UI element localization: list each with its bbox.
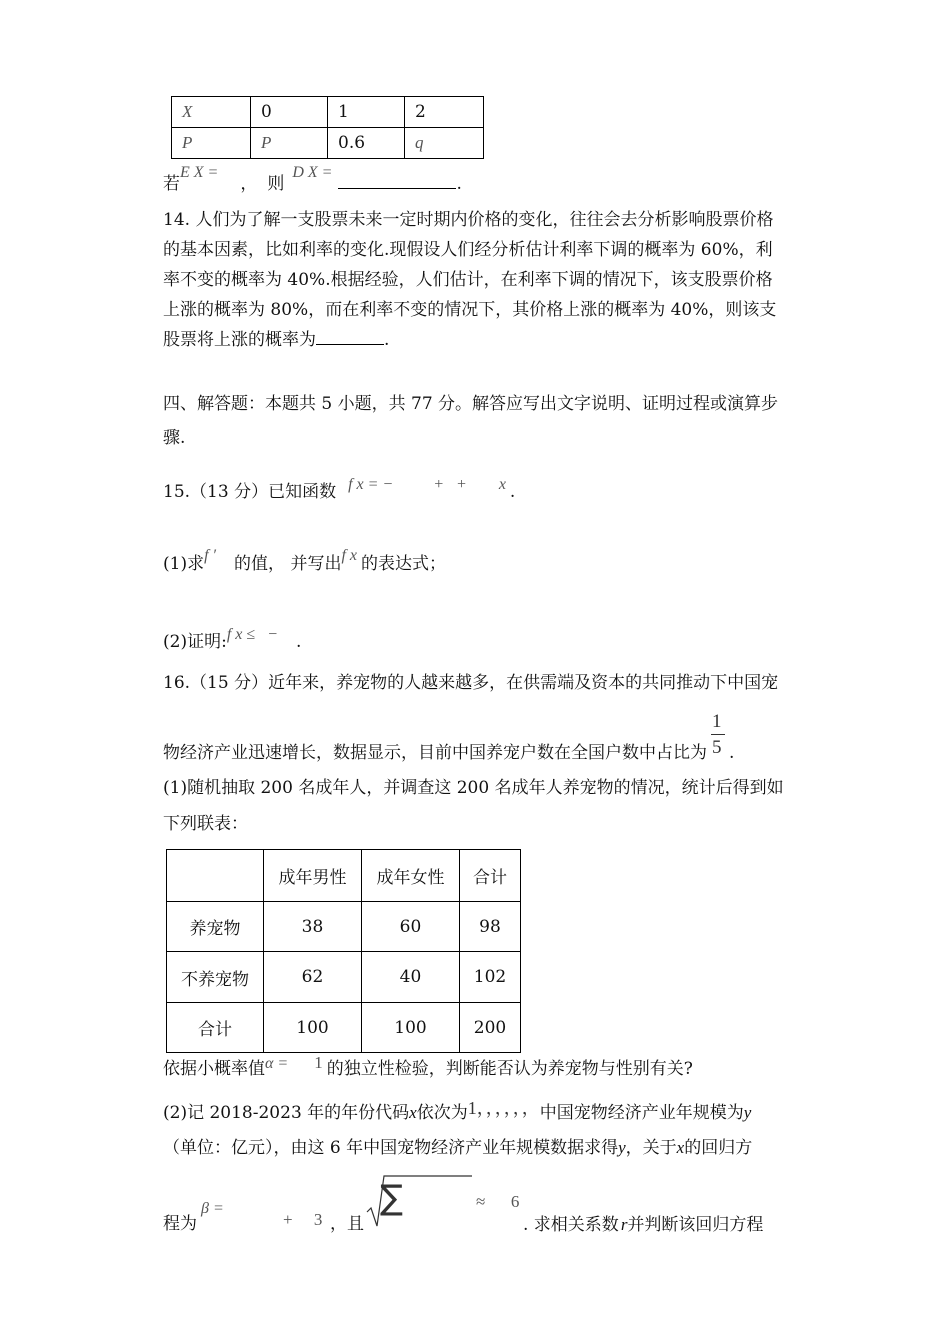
- text: ，关于: [625, 1138, 677, 1158]
- table-cell: 40: [362, 952, 460, 1003]
- fraction-numerator: 1: [712, 711, 722, 732]
- fraction: [711, 711, 727, 758]
- summation-symbol: ∑: [380, 1178, 403, 1218]
- text: 并判断该回归方程: [627, 1215, 764, 1235]
- var-r: r: [620, 1215, 628, 1234]
- q16-alpha-symbol: α =: [265, 1055, 289, 1072]
- q16-part1-line: 下列联表：: [163, 814, 248, 834]
- q16-alpha-line: [163, 1053, 693, 1079]
- q16-line2-end: .: [729, 743, 735, 763]
- table-cell: P: [251, 128, 328, 159]
- var-y: y: [743, 1103, 752, 1122]
- text: (2)记 2018-2023 年的年份代码: [163, 1103, 410, 1123]
- q15-end: .: [509, 482, 516, 502]
- q14-line: 的基本因素，比如利率的变化.现假设人们经分析估计利率下调的概率为 60%，利: [163, 240, 773, 260]
- q16-alpha-value: 1: [314, 1053, 323, 1072]
- q16-alpha-text-end: 的独立性检验，判断能否认为养宠物与性别有关?: [326, 1059, 693, 1079]
- q13-ruo: 若: [163, 174, 180, 194]
- q16-part2-line3: [163, 1216, 197, 1233]
- q16-part2-line3-end: [523, 1216, 763, 1234]
- text: （单位：亿元），由这 6 年中国宠物经济产业年规模数据求得: [163, 1138, 619, 1158]
- q16-part2-line1: [163, 1098, 752, 1123]
- section-heading-cont: 骤.: [163, 428, 186, 448]
- table-cell: 100: [362, 1003, 460, 1053]
- text: . 求相关系数: [523, 1215, 619, 1235]
- q13-condition: [163, 164, 462, 194]
- table-cell: 合计: [167, 1003, 264, 1053]
- q16-line2-text: 物经济产业迅速增长，数据显示，目前中国养宠户数在全国户数中占比为: [163, 743, 707, 763]
- table-header-cell: 成年男性: [264, 850, 362, 902]
- q15-inequality: f x ≤ −: [226, 626, 278, 643]
- q14-line: 14. 人们为了解一支股票未来一定时期内价格的变化，往往会去分析影响股票价格: [163, 210, 774, 230]
- q16-part1-line: (1)随机抽取 200 名成年人，并调查这 200 名成年人养宠物的情况，统计后得到如: [163, 778, 784, 798]
- table-header-cell: 合计: [460, 850, 521, 902]
- q13-variance: D X =: [292, 164, 333, 181]
- q15-part1-label: (1)求: [163, 554, 205, 574]
- table-cell: 0.6: [328, 128, 405, 159]
- text: 依次为: [416, 1103, 468, 1123]
- table-row: [167, 952, 521, 1003]
- q14-line: 率不变的概率为 40%.根据经验，人们估计，在利率下调的情况下，该支股票价格: [163, 270, 773, 290]
- table-row: [172, 128, 484, 159]
- q15-part1: [163, 547, 446, 574]
- table-cell: 100: [264, 1003, 362, 1053]
- text: 程为: [163, 1214, 197, 1234]
- q14-last-line: [163, 332, 389, 349]
- q14-answer-blank: [316, 344, 384, 345]
- q16-part2-line2: [163, 1139, 752, 1157]
- distribution-table: [171, 96, 484, 159]
- q15-part2-end: .: [295, 632, 302, 652]
- table-cell: 0: [251, 97, 328, 128]
- fraction-bar: [711, 734, 725, 735]
- table-cell: 38: [264, 902, 362, 952]
- q13-ze: 则: [267, 174, 285, 194]
- table-cell: 98: [460, 902, 521, 952]
- table-row: [167, 902, 521, 952]
- table-cell: q: [405, 128, 484, 159]
- var-x: x: [409, 1103, 417, 1122]
- q15-intro-text: 15.（13 分）已知函数: [163, 482, 337, 502]
- q15-derivative: f ′: [204, 547, 217, 564]
- q15-part1-text-end: 的表达式；: [361, 554, 446, 574]
- table-row: [172, 97, 484, 128]
- q16-alpha-text: 依据小概率值: [163, 1059, 265, 1079]
- contingency-table: [166, 849, 521, 1053]
- q16-approx-value: ≈ 6: [476, 1192, 520, 1211]
- q14-last-text: 股票将上涨的概率为: [163, 330, 316, 350]
- q15-part2: [163, 626, 302, 652]
- q13-expectation: E X =: [180, 164, 219, 181]
- table-cell: 62: [264, 952, 362, 1003]
- table-cell: 1: [328, 97, 405, 128]
- q13-answer-blank: [338, 188, 456, 189]
- table-row: [167, 1003, 521, 1053]
- q15-function-formula: f x = − + + x: [348, 476, 506, 493]
- table-cell: 养宠物: [167, 902, 264, 952]
- text: 的回归方: [684, 1138, 753, 1158]
- table-cell: 200: [460, 1003, 521, 1053]
- q16-plus-3: + 3: [283, 1210, 323, 1229]
- table-row: [167, 850, 521, 902]
- table-cell: 102: [460, 952, 521, 1003]
- table-cell: P: [172, 128, 251, 159]
- q16-line: 16.（15 分）近年来，养宠物的人越来越多，在供需端及资本的共同推动下中国宠: [163, 673, 779, 693]
- table-header-cell: 成年女性: [362, 850, 460, 902]
- q16-beta-equation: β =: [201, 1200, 224, 1217]
- table-cell: X: [172, 97, 251, 128]
- var-x: x: [676, 1138, 685, 1157]
- q16-line2: [163, 711, 735, 763]
- table-cell: 60: [362, 902, 460, 952]
- section-heading: 四、解答题：本题共 5 小题，共 77 分。解答应写出文字说明、证明过程或演算步: [163, 394, 779, 414]
- q13-comma: ，: [240, 174, 258, 194]
- var-y: y: [618, 1138, 626, 1157]
- q16-qie: ，且: [330, 1214, 364, 1234]
- q15-part1-text: 的值， 并写出: [234, 554, 342, 574]
- q15-part2-label: (2)证明:: [163, 632, 227, 652]
- q15-intro: [163, 476, 516, 502]
- text: 中国宠物经济产业年规模为: [539, 1103, 744, 1123]
- table-cell: 不养宠物: [167, 952, 264, 1003]
- q14-line: 上涨的概率为 80%，而在利率不变的情况下，其价格上涨的概率为 40%，则该支: [163, 300, 777, 320]
- q14-end: .: [384, 330, 390, 350]
- q16-year-sequence: 1，，，，，，: [467, 1098, 540, 1118]
- q15-fx: f x: [341, 547, 357, 564]
- table-cell: 2: [405, 97, 484, 128]
- table-header-cell: [167, 850, 264, 902]
- q13-end: .: [456, 174, 462, 194]
- fraction-denominator: 5: [712, 737, 722, 758]
